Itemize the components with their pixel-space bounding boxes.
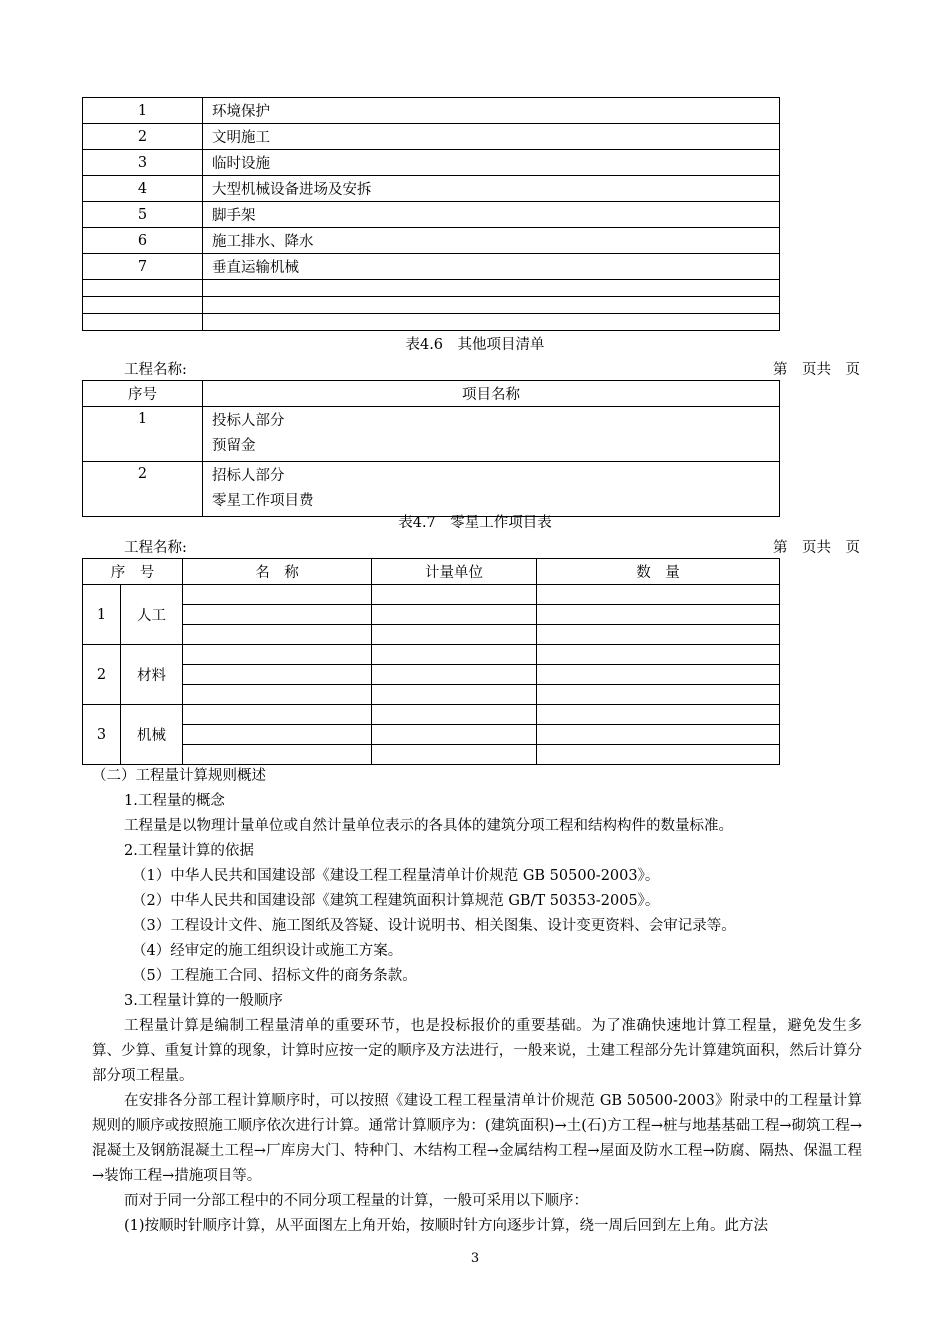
group-no: 3 [83, 705, 121, 765]
table46-header-line [124, 358, 860, 379]
header-qty: 数 量 [537, 559, 780, 585]
blank-cell [83, 297, 203, 314]
table-row [83, 665, 780, 685]
group-no: 1 [83, 585, 121, 645]
blank-row [83, 297, 780, 314]
project-name-label: 工程名称: [124, 362, 187, 378]
header-name: 项目名称 [203, 381, 780, 407]
row-no: 1 [83, 98, 203, 124]
blank-cell [203, 297, 780, 314]
row-name: 垂直运输机械 [203, 254, 780, 280]
section-heading: （二）工程量计算规则概述 [92, 768, 266, 784]
table-row [83, 462, 780, 517]
basis-item-1: （1）中华人民共和国建设部《建设工程工程量清单计价规范 GB 50500-2003》。 [132, 868, 660, 884]
group-label: 材料 [121, 645, 183, 705]
blank-cell [83, 280, 203, 297]
basis-item-3: （3）工程设计文件、施工图纸及答疑、设计说明书、相关图集、设计变更资料、会审记录等。 [132, 918, 736, 934]
blank-cell [183, 725, 372, 745]
table-row [83, 685, 780, 705]
blank-cell [537, 585, 780, 605]
blank-cell [372, 685, 537, 705]
table-row [83, 645, 780, 665]
row-no: 5 [83, 202, 203, 228]
blank-cell [537, 625, 780, 645]
blank-cell [183, 585, 372, 605]
table-header-row [83, 559, 780, 585]
row-no: 2 [83, 124, 203, 150]
blank-cell [537, 685, 780, 705]
table-row [83, 625, 780, 645]
row-no: 2 [83, 462, 203, 517]
subheading-3: 3.工程量计算的一般顺序 [124, 993, 283, 1009]
blank-cell [183, 705, 372, 725]
row-name: 环境保护 [203, 98, 780, 124]
header-unit: 计量单位 [372, 559, 537, 585]
other-items-table [82, 380, 780, 517]
row-no: 3 [83, 150, 203, 176]
blank-cell [372, 585, 537, 605]
page-count-label: 第 页共 页 [773, 362, 860, 378]
table-row [83, 150, 780, 176]
table-row [83, 585, 780, 605]
page-number: 3 [470, 1251, 480, 1266]
paragraph-2: 工程量计算是编制工程量清单的重要环节，也是投标报价的重要基础。为了准确快速地计算工程量，避免发生多算、少算、重复计算的现象，计算时应按一定的顺序及方法进行，一般来说，土建工程部分先计算建筑面积，然后计算分部分项工程量。 [92, 1018, 862, 1084]
table47-header-line [124, 536, 860, 557]
group-label: 人工 [121, 585, 183, 645]
table-row [83, 254, 780, 280]
paragraph-3: 在安排各分部工程计算顺序时，可以按照《建设工程工程量清单计价规范 GB 50500-2003》附录中的工程量计算规则的顺序或按照施工顺序依次进行计算。通常计算顺序为：(建筑面积)→土(石)方工程→桩与地基基础工程→砌筑工程→混凝土及钢筋混凝土工程→厂库房大门、特种门、木结构工程→金属结构工程→屋面及防水工程→防腐、隔热、保温工程→装饰工程→措施项目等。 [92, 1093, 862, 1184]
blank-cell [372, 665, 537, 685]
blank-cell [183, 685, 372, 705]
row-name: 施工排水、降水 [203, 228, 780, 254]
table-row [83, 202, 780, 228]
blank-cell [203, 280, 780, 297]
blank-cell [537, 605, 780, 625]
paragraph-4: 而对于同一分部工程中的不同分项工程量的计算，一般可采用以下顺序： [124, 1193, 588, 1209]
blank-cell [537, 745, 780, 765]
table-row [83, 705, 780, 725]
blank-cell [372, 625, 537, 645]
blank-cell [372, 605, 537, 625]
row-no: 6 [83, 228, 203, 254]
table-header-row [83, 381, 780, 407]
table-row [83, 407, 780, 462]
row-no: 1 [83, 407, 203, 462]
row-name: 大型机械设备进场及安拆 [203, 176, 780, 202]
blank-cell [537, 645, 780, 665]
row-name [203, 407, 780, 462]
table-row [83, 725, 780, 745]
blank-cell [183, 645, 372, 665]
blank-cell [183, 605, 372, 625]
row-no: 7 [83, 254, 203, 280]
header-no: 序 号 [83, 559, 183, 585]
basis-item-2: （2）中华人民共和国建设部《建筑工程建筑面积计算规范 GB/T 50353-2005》。 [132, 893, 660, 909]
table-row [83, 176, 780, 202]
basis-item-4: （4）经审定的施工组织设计或施工方案。 [132, 943, 403, 959]
paragraph-1: 工程量是以物理计量单位或自然计量单位表示的各具体的建筑分项工程和结构构件的数量标准。 [124, 818, 733, 834]
row-no: 4 [83, 176, 203, 202]
row-line2: 预留金 [212, 438, 256, 454]
subheading-1: 1.工程量的概念 [124, 793, 225, 809]
group-no: 2 [83, 645, 121, 705]
page-count-label: 第 页共 页 [773, 540, 860, 556]
blank-row [83, 314, 780, 331]
group-label: 机械 [121, 705, 183, 765]
table46-caption: 表4.6 其他项目清单 [405, 337, 545, 353]
blank-row [83, 280, 780, 297]
table-row [83, 124, 780, 150]
table47-caption: 表4.7 零星工作项目表 [398, 515, 552, 531]
row-name: 临时设施 [203, 150, 780, 176]
row-line1: 招标人部分 [212, 468, 285, 484]
blank-cell [537, 665, 780, 685]
blank-cell [537, 725, 780, 745]
header-name: 名 称 [183, 559, 372, 585]
blank-cell [372, 705, 537, 725]
blank-cell [372, 645, 537, 665]
table-row [83, 228, 780, 254]
header-no: 序号 [83, 381, 203, 407]
paragraph-5: (1)按顺时针顺序计算，从平面图左上角开始，按顺时针方向逐步计算，绕一周后回到左上角。此方法 [124, 1218, 769, 1234]
table-row [83, 605, 780, 625]
table-row [83, 745, 780, 765]
measures-table [82, 97, 780, 331]
row-name: 文明施工 [203, 124, 780, 150]
subheading-2: 2.工程量计算的依据 [124, 843, 254, 859]
row-name: 脚手架 [203, 202, 780, 228]
row-line2: 零星工作项目费 [212, 493, 314, 509]
blank-cell [372, 725, 537, 745]
project-name-label: 工程名称: [124, 540, 187, 556]
blank-cell [83, 314, 203, 331]
sporadic-work-table [82, 558, 780, 765]
blank-cell [372, 745, 537, 765]
blank-cell [203, 314, 780, 331]
row-line1: 投标人部分 [212, 413, 285, 429]
blank-cell [537, 705, 780, 725]
blank-cell [183, 625, 372, 645]
basis-item-5: （5）工程施工合同、招标文件的商务条款。 [132, 968, 417, 984]
table-row [83, 98, 780, 124]
row-name [203, 462, 780, 517]
blank-cell [183, 665, 372, 685]
blank-cell [183, 745, 372, 765]
